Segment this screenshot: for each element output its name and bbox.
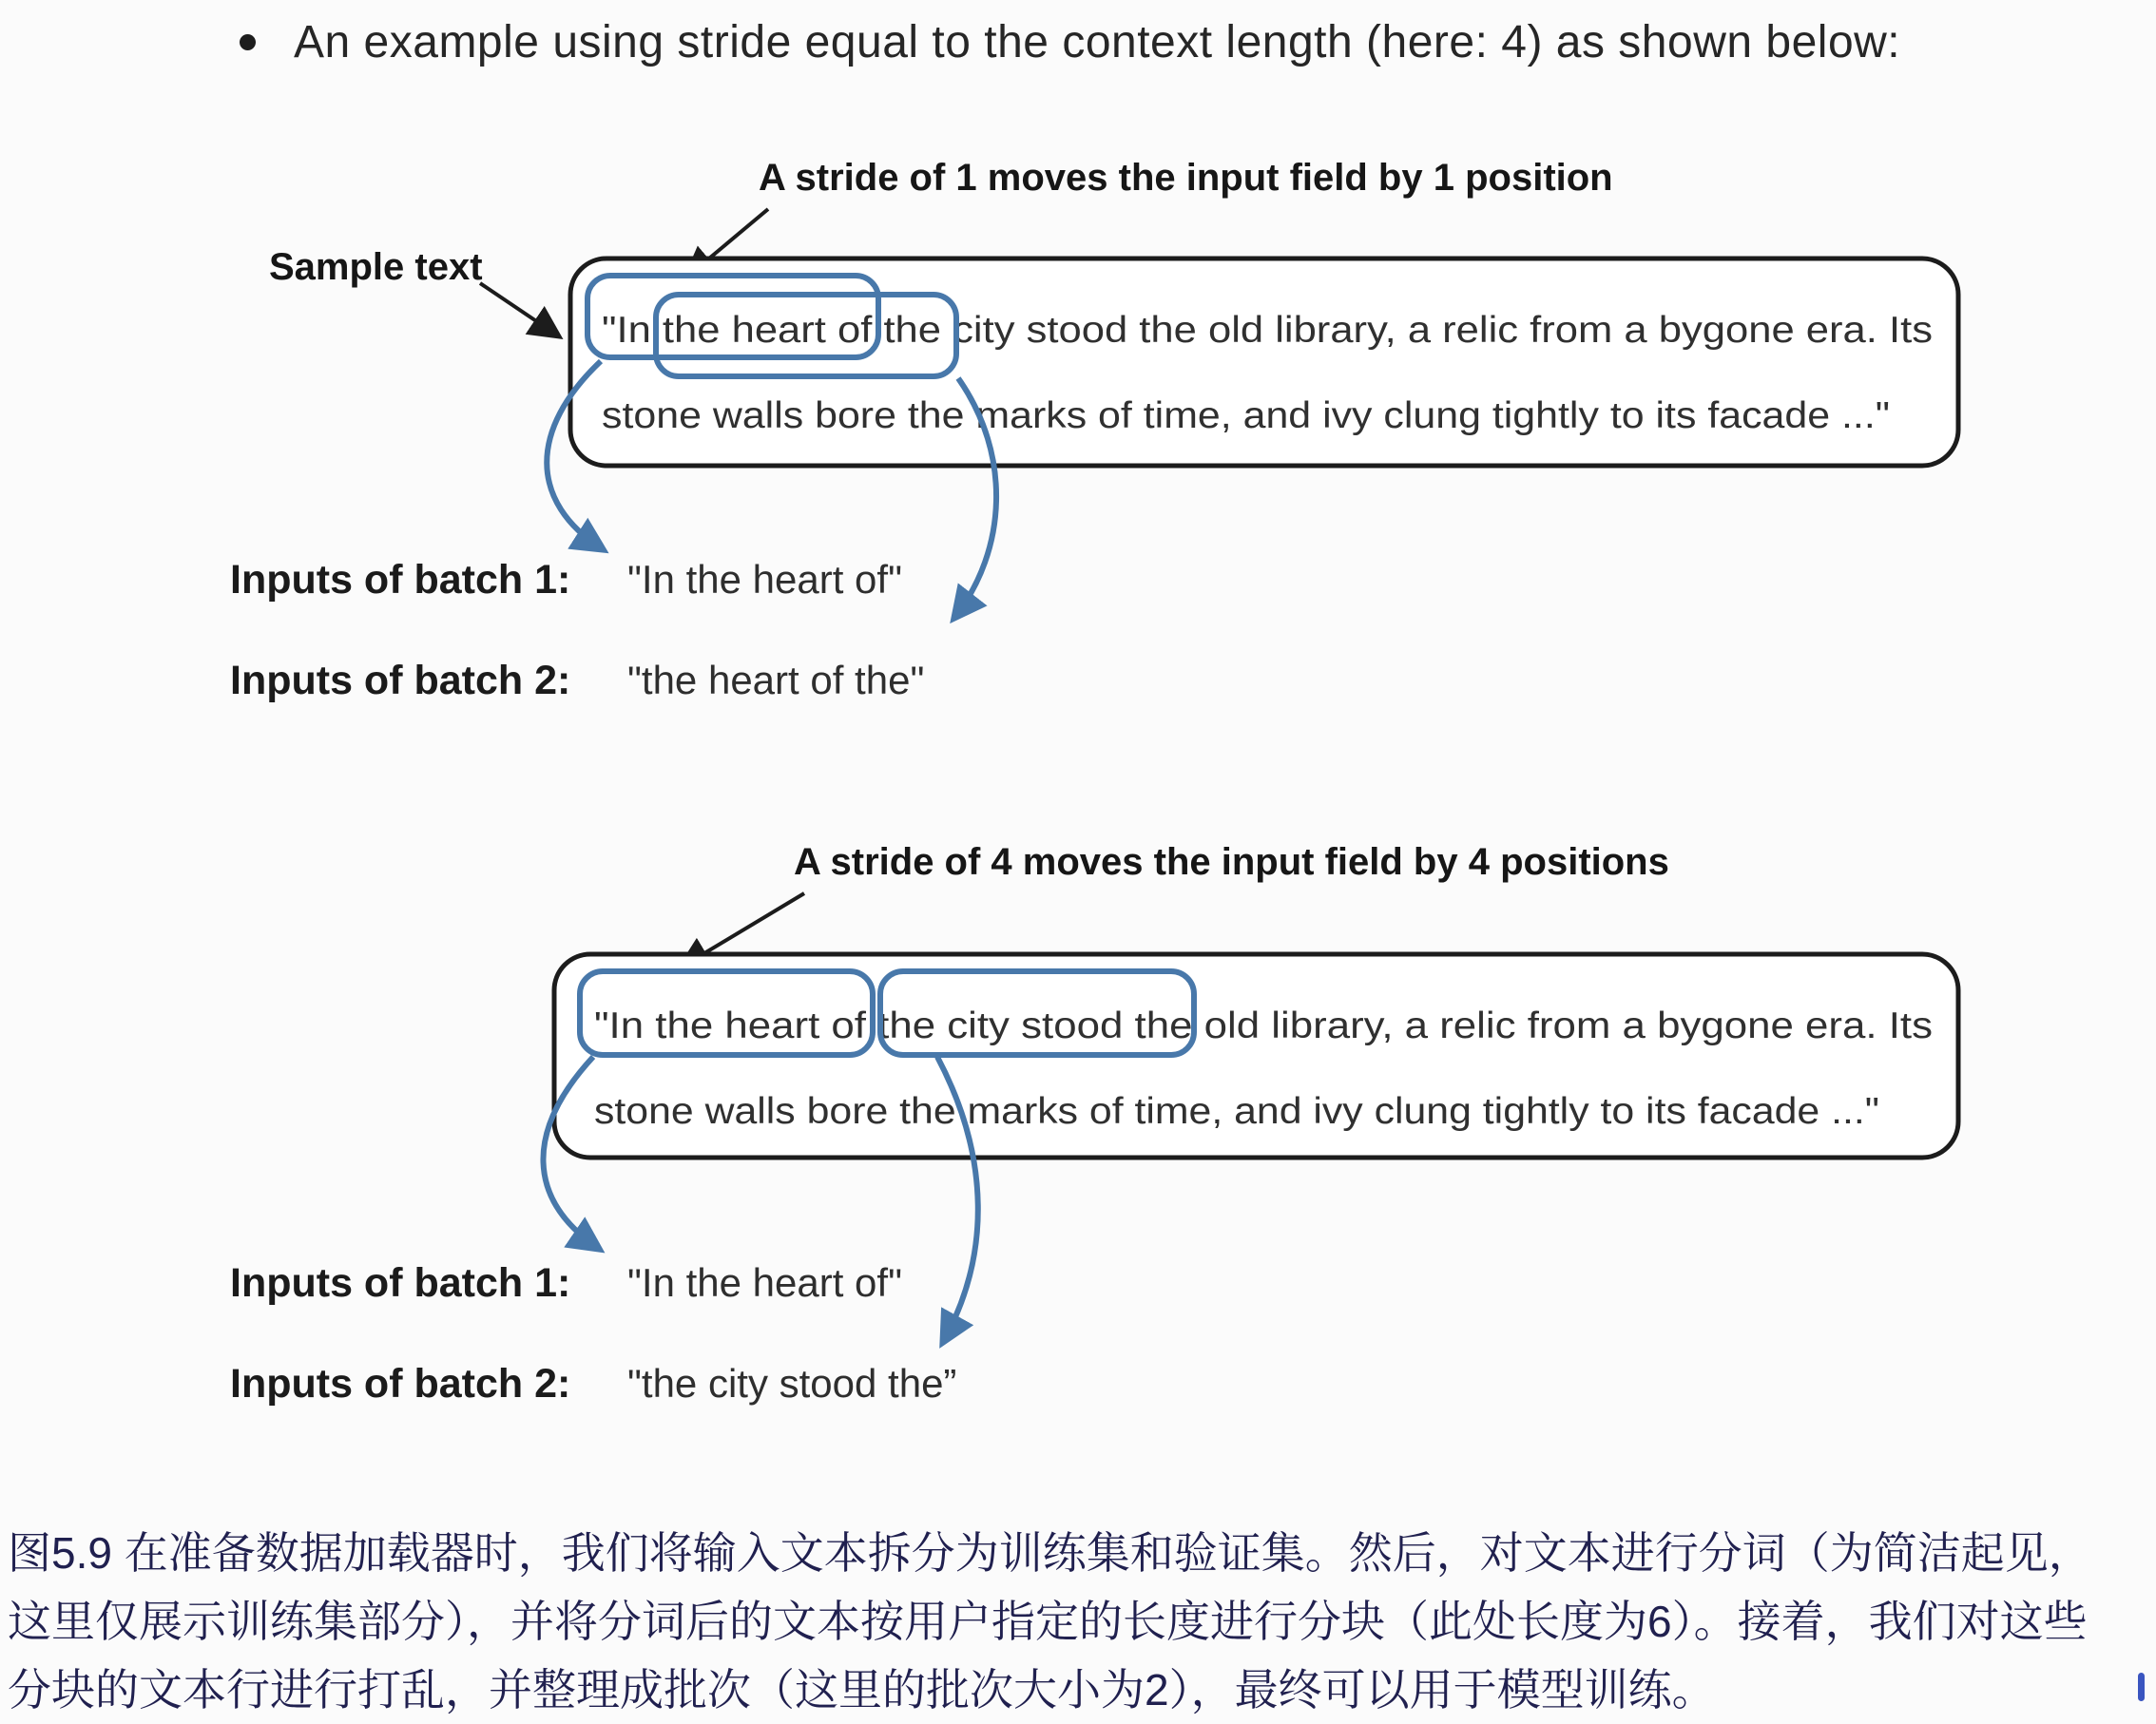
scrollbar-fragment (2138, 1673, 2145, 1701)
batch1-value-d2: "In the heart of" (627, 1260, 902, 1305)
sample-text-label: Sample text (269, 246, 483, 288)
caption-line-3: 分块的文本行进行打乱，并整理成批次（这里的批次大小为2），最终可以用于模型训练。 (8, 1665, 1716, 1714)
bullet-text: An example using stride equal to the context length (here: 4) as shown below: (294, 17, 1901, 67)
stride4-title: A stride of 4 moves the input field by 4 positions (794, 841, 1669, 883)
sample-line1-d2: "In the heart of the city stood the old library, a relic from a bygone era. Its (594, 1006, 1933, 1046)
batch2-label-d2: Inputs of batch 2: (230, 1361, 571, 1407)
caption-line-1: 图5.9 在准备数据加载器时，我们将输入文本拆分为训练集和验证集。然后，对文本进行分词（为简洁起见， (8, 1528, 2092, 1578)
batch2-label-d1: Inputs of batch 2: (230, 658, 571, 703)
caption-line-2: 这里仅展示训练集部分），并将分词后的文本按用户指定的长度进行分块（此处长度为6）。接着，我们对这些 (8, 1597, 2088, 1646)
batch2-value-d1: "the heart of the" (627, 658, 925, 702)
batch2-value-d2: "the city stood the” (627, 1361, 957, 1406)
batch1-value-d1: "In the heart of" (627, 557, 902, 602)
stride1-title: A stride of 1 moves the input field by 1 position (759, 157, 1613, 199)
batch1-label-d2: Inputs of batch 1: (230, 1260, 571, 1306)
sample-line1-d1: "In the heart of the city stood the old library, a relic from a bygone era. Its (602, 310, 1933, 351)
sample-line2-d2: stone walls bore the marks of time, and ivy clung tightly to its facade ..." (594, 1091, 1879, 1132)
figure-caption (8, 1519, 2152, 1724)
sample-line2-d1: stone walls bore the marks of time, and ivy clung tightly to its facade ..." (602, 395, 1890, 436)
sample-text-arrow-icon (480, 283, 559, 336)
batch1-label-d1: Inputs of batch 1: (230, 557, 571, 603)
